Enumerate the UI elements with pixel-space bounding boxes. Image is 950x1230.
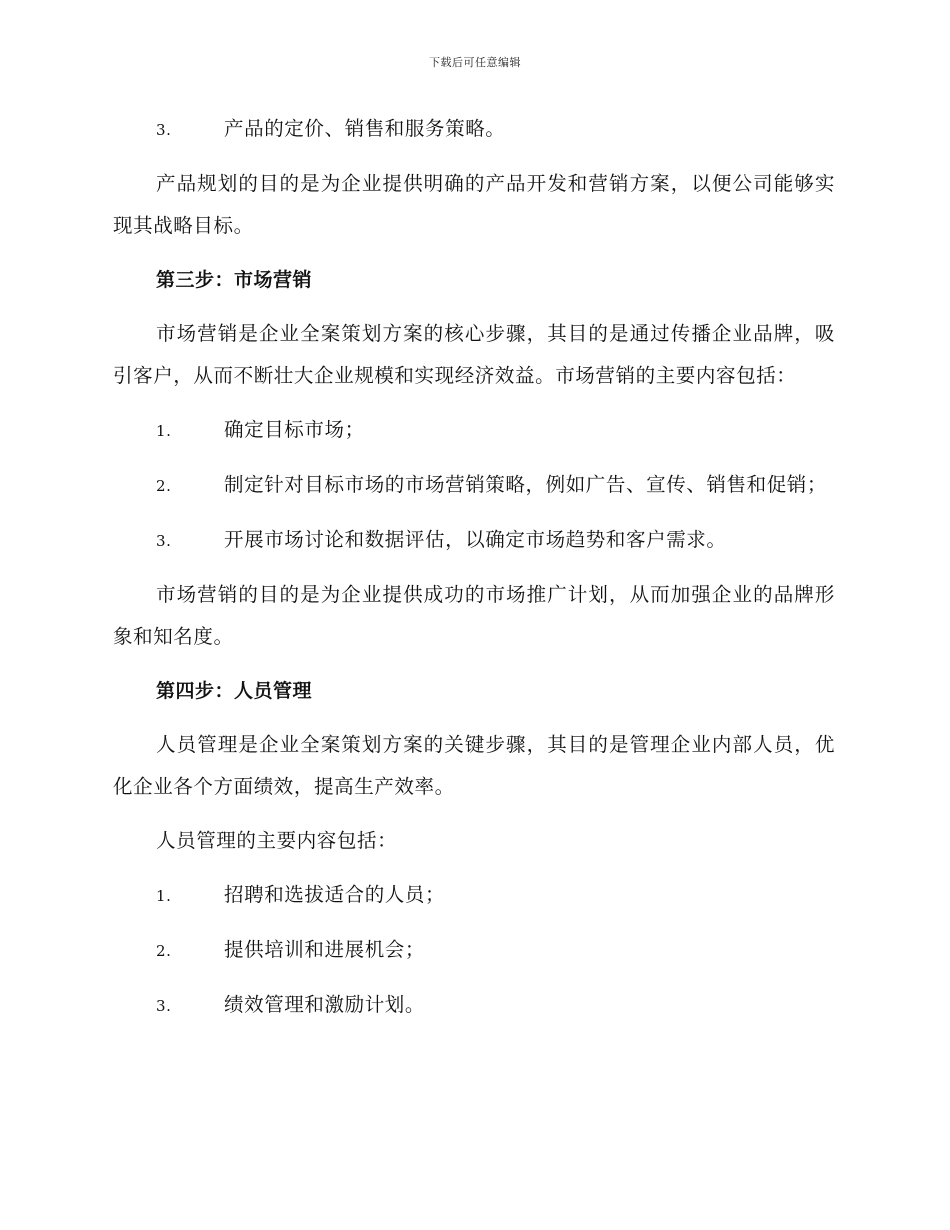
- list-item: [113, 874, 835, 917]
- list-item: [113, 409, 835, 452]
- list-item-text: 招聘和选拔适合的人员；: [224, 883, 446, 906]
- list-item-number: 3.: [156, 121, 172, 139]
- paragraph: 人员管理的主要内容包括：: [156, 829, 398, 852]
- list-item-number: 1.: [156, 887, 172, 905]
- list-item: [113, 464, 835, 507]
- list-item-number: 1.: [156, 422, 172, 440]
- list-item-number: 3.: [156, 532, 172, 550]
- page-header: 下载后可任意编辑: [429, 56, 521, 69]
- list-item-text: 确定目标市场；: [224, 418, 365, 441]
- section-heading: 第三步：市场营销: [156, 269, 313, 291]
- document-body: [113, 108, 835, 1039]
- list-item-text: 制定针对目标市场的市场营销策略，例如广告、宣传、销售和促销；: [224, 473, 828, 496]
- list-item-text: 绩效管理和激励计划。: [224, 993, 426, 1016]
- paragraph: 产品规划的目的是为企业提供明确的产品开发和营销方案，以便公司能够实现其战略目标。: [113, 172, 835, 237]
- list-item-number: 3.: [156, 997, 172, 1015]
- list-item: [113, 929, 835, 972]
- list-item-text: 开展市场讨论和数据评估，以确定市场趋势和客户需求。: [224, 528, 727, 551]
- list-item: [113, 108, 835, 151]
- list-item-number: 2.: [156, 942, 172, 960]
- paragraph: 市场营销的目的是为企业提供成功的市场推广计划，从而加强企业的品牌形象和知名度。: [113, 583, 835, 648]
- section-heading: 第四步：人员管理: [156, 680, 313, 702]
- list-item-text: 产品的定价、销售和服务策略。: [224, 117, 506, 140]
- list-item-text: 提供培训和进展机会；: [224, 938, 426, 961]
- list-item: [113, 519, 835, 562]
- paragraph: 人员管理是企业全案策划方案的关键步骤，其目的是管理企业内部人员，优化企业各个方面绩效，提高生产效率。: [113, 733, 835, 798]
- paragraph: 市场营销是企业全案策划方案的核心步骤，其目的是通过传播企业品牌，吸引客户，从而不断壮大企业规模和实现经济效益。市场营销的主要内容包括：: [113, 322, 835, 387]
- list-item-number: 2.: [156, 477, 172, 495]
- list-item: [113, 984, 835, 1027]
